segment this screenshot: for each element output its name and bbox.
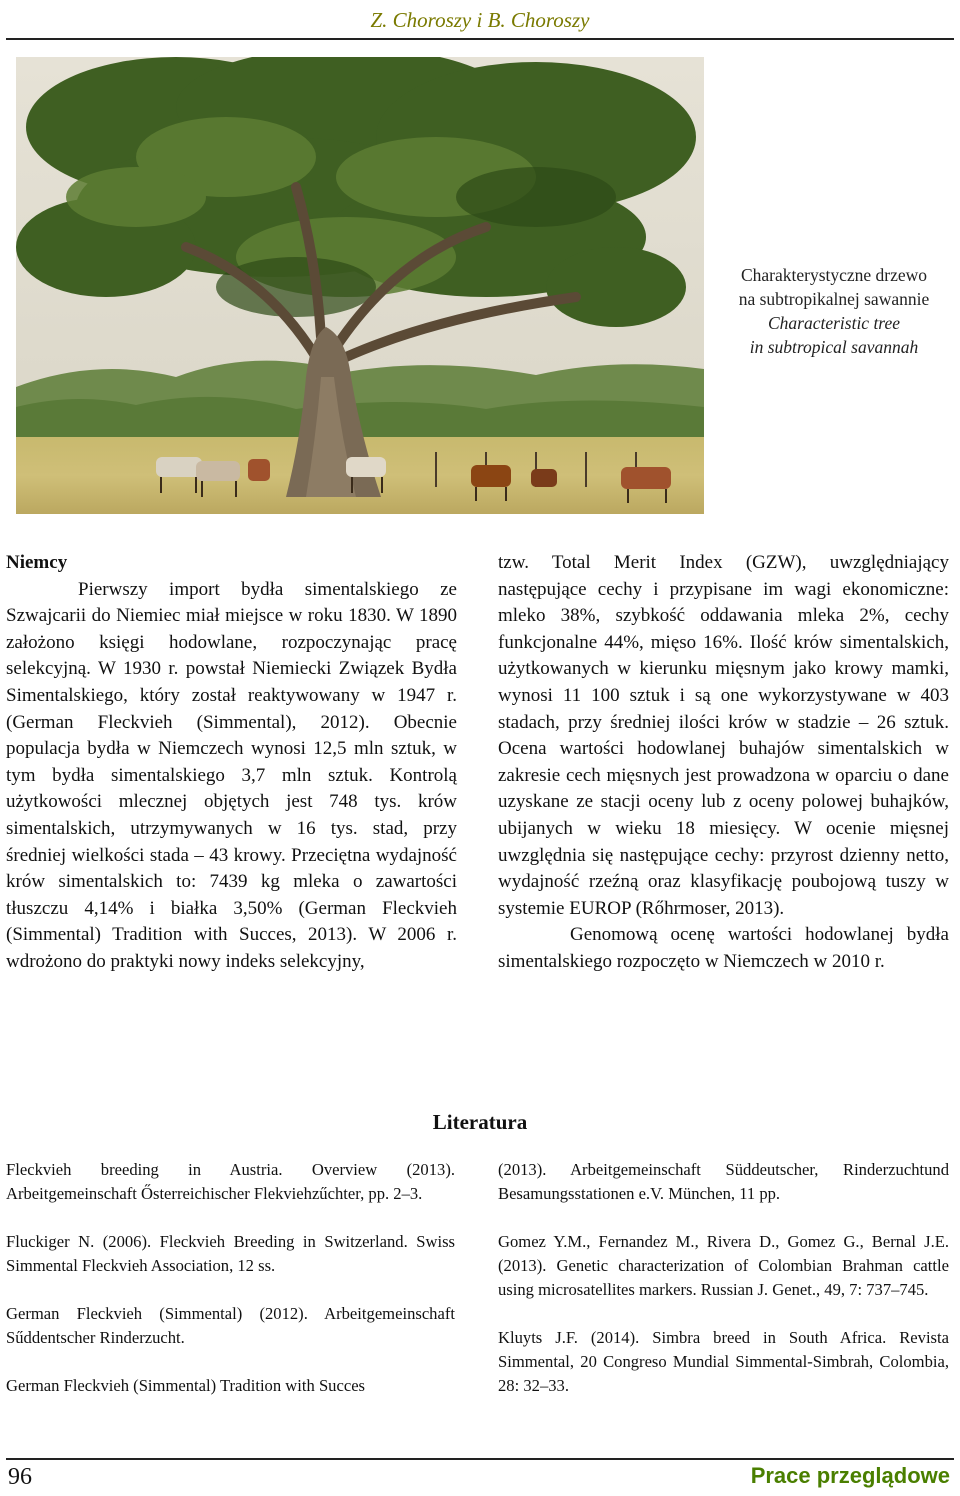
figure-caption	[712, 263, 956, 359]
reference-entry: German Fleckvieh (Simmental) (2012). Arbeitgemeinschaft Sűddentscher Rinderzucht.	[6, 1304, 455, 1347]
references-left-column	[6, 1158, 455, 1422]
caption-en-line-1: Characteristic tree	[767, 313, 901, 333]
references-right-column	[498, 1158, 949, 1422]
running-head: Z. Choroszy i B. Choroszy	[370, 8, 590, 32]
reference-entry: Fluckiger N. (2006). Fleckvieh Breeding in Switzerland. Swiss Simmental Fleckvieh Association, 12 ss.	[6, 1232, 455, 1275]
section-title: Niemcy	[6, 552, 68, 573]
left-column	[6, 550, 457, 976]
left-paragraph: Pierwszy import bydła simentalskiego ze Szwajcarii do Niemiec miał miejsce w roku 1830. W 1890 założono księgi hodowlane, rozpoczynając pracę selekcyjną. W 1930 r. powstał Niemiecki Związek Bydła Simentalskiego, który został reaktywowany w 1947 r. (German Fleckvieh (Simmental), 2012). Obecnie populacja bydła w Niemczech wynosi 12,5 mln sztuk, w tym bydła simentalskiego 3,7 mln sztuk. Kontrolą użytkowości mlecznej objętych jest 748 tys. krów simentalskich, utrzymywanych w 16 tys. stad, przy średniej wielkości stada – 43 krowy. Przeciętna wydajność krów simentalskich to: 7439 kg mleka o zawartości tłuszczu 4,14% i białka 3,50% (German Fleckvieh (Simmental) Tradition with Succes, 2013). W 2006 r. wdrożono do praktyki nowy indeks selekcyjny,	[6, 578, 457, 972]
reference-entry: (2013). Arbeitgemeinschaft Süddeutscher, Rinderzuchtund Besamungsstationen e.V. München, 11 pp.	[498, 1160, 949, 1203]
footer-rule	[6, 1458, 954, 1460]
page-number: 96	[8, 1464, 32, 1490]
caption-pl-line-1: Charakterystyczne drzewo	[740, 265, 928, 285]
right-column	[498, 550, 949, 976]
caption-pl-line-2: na subtropikalnej sawannie	[738, 289, 930, 309]
caption-en-line-2: in subtropical savannah	[749, 337, 919, 357]
reference-entry: Kluyts J.F. (2014). Simbra breed in South Africa. Revista Simmental, 20 Congreso Mundial Simmental-Simbrah, Colombia, 28: 32–33.	[498, 1328, 949, 1395]
header-rule	[6, 38, 954, 40]
reference-entry: Gomez Y.M., Fernandez M., Rivera D., Gomez G., Bernal J.E. (2013). Genetic characterization of Colombian Brahman cattle using microsatellites markers. Russian J. Genet., 49, 7: 737–745.	[498, 1232, 949, 1299]
savannah-photo-illustration	[16, 57, 704, 514]
right-paragraph-2: Genomową ocenę wartości hodowlanej bydła simentalskiego rozpoczęto w Niemczech w 2010 r.	[498, 924, 949, 972]
section-label: Prace przeglądowe	[750, 1463, 950, 1488]
savannah-tree-photo	[16, 57, 704, 514]
reference-entry: German Fleckvieh (Simmental) Tradition with Succes	[6, 1376, 366, 1395]
references-title: Literatura	[432, 1110, 528, 1134]
reference-entry: Fleckvieh breeding in Austria. Overview (2013). Arbeitgemeinschaft Ősterreichischer Flekviehzűchter, pp. 2–3.	[6, 1160, 455, 1203]
right-paragraph: tzw. Total Merit Index (GZW), uwzględniający następujące cechy i przypisane im wagi ekonomiczne: mleko 38%, szybkość oddawania mleka 2%, cechy funkcjonalne 44%, mięso 16%. Ilość krów simentalskich, użytkowanych w kierunku mięsnym jako krowy mamki, wynosi 11 100 sztuk i są one wykorzystywane w 403 stadach, przy średniej ilości krów w stadzie – 26 sztuk. Ocena wartości hodowlanej buhajów simentalskich w zakresie cech mięsnych jest prowadzona w oparciu o dane uzyskane ze stacji oceny lub z oceny polowej buhajków, ubijanych w wieku 18 miesięcy. W ocenie mięsnej uwzględnia się następujące cechy: przyrost dzienny netto, wydajność rzeźną oraz klasyfikację poubojową tuszy w systemie EUROP (Rőhrmoser, 2013).	[498, 552, 949, 919]
